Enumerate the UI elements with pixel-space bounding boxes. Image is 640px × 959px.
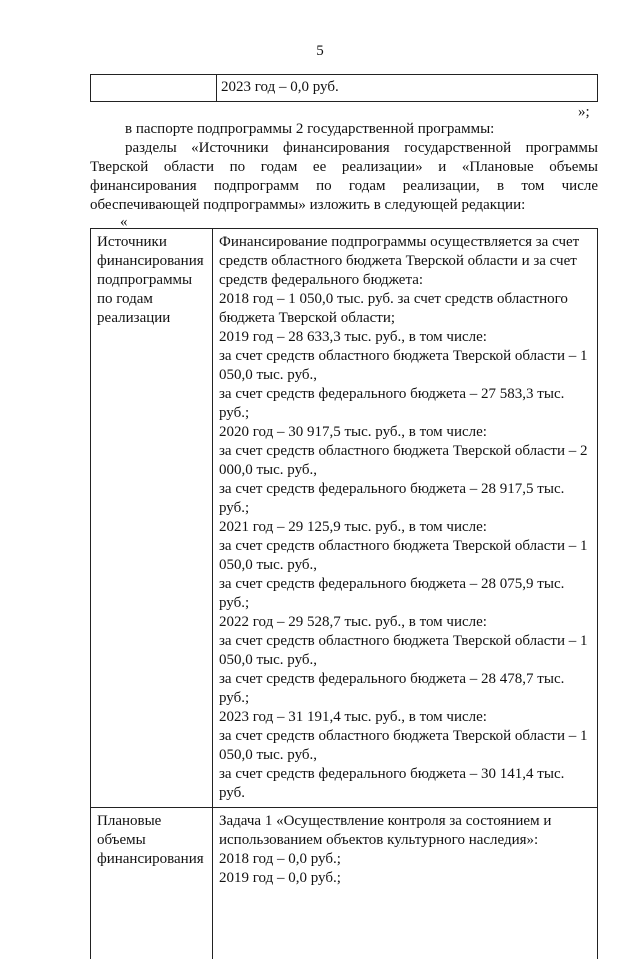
row-label-sources: Источники финансирования подпрограммы по годам реализации	[91, 229, 213, 807]
funding-line: 2021 год – 29 125,9 тыс. руб., в том числе:	[219, 519, 487, 535]
task-line: 2018 год – 0,0 руб.;	[219, 851, 341, 867]
funding-line: 2018 год – 1 050,0 тыс. руб. за счет средств областного бюджета Тверской области;	[219, 291, 568, 326]
funding-line: 2020 год – 30 917,5 тыс. руб., в том числе:	[219, 424, 487, 440]
continued-table-empty-cell	[91, 75, 217, 101]
funding-line: за счет средств федерального бюджета – 27 583,3 тыс. руб.;	[219, 386, 565, 421]
row-content-planned	[213, 808, 597, 959]
funding-line: 2022 год – 29 528,7 тыс. руб., в том числе:	[219, 614, 487, 630]
funding-line: за счет средств федерального бюджета – 28 478,7 тыс. руб.;	[219, 671, 565, 706]
funding-line: 2019 год – 28 633,3 тыс. руб., в том числе:	[219, 329, 487, 345]
funding-line: 2023 год – 31 191,4 тыс. руб., в том числе:	[219, 709, 487, 725]
funding-line: за счет средств областного бюджета Тверской области – 1 050,0 тыс. руб.,	[219, 348, 588, 383]
funding-line: за счет средств федерального бюджета – 28 917,5 тыс. руб.;	[219, 481, 565, 516]
opening-quote: «	[120, 214, 128, 230]
page-number: 5	[316, 43, 324, 59]
funding-table	[90, 228, 598, 959]
funding-line: за счет средств федерального бюджета – 30 141,4 тыс. руб.	[219, 766, 565, 801]
funding-line: за счет средств областного бюджета Тверской области – 1 050,0 тыс. руб.,	[219, 538, 588, 573]
funding-line: Финансирование подпрограммы осуществляется за счет средств областного бюджета Тверской области и за счет средств федерального бюджета:	[219, 234, 580, 288]
funding-line: за счет средств федерального бюджета – 28 075,9 тыс. руб.;	[219, 576, 565, 611]
continued-table	[90, 74, 598, 102]
funding-line: за счет средств областного бюджета Тверской области – 2 000,0 тыс. руб.,	[219, 443, 588, 478]
closing-quote: »;	[578, 104, 590, 120]
task-line: 2019 год – 0,0 руб.;	[219, 870, 341, 886]
funding-line: за счет средств областного бюджета Тверской области – 1 050,0 тыс. руб.,	[219, 728, 588, 763]
task-line: Задача 1 «Осуществление контроля за состоянием и использованием объектов культурного наследия»:	[219, 813, 552, 848]
intro-paragraph-2: разделы «Источники финансирования государственной программы Тверской области по годам ее реализации» и «Плановые объемы финансирования подпрограмм по годам реализации, в том числе обеспечивающей подпрограммы» изложить в следующей редакции:	[90, 140, 598, 213]
table-row-planned	[91, 808, 597, 959]
continued-table-cell: 2023 год – 0,0 руб.	[221, 79, 339, 95]
table-row-sources	[91, 229, 597, 808]
row-label-planned: Плановые объемы финансирования	[91, 808, 213, 959]
intro-paragraph-1: в паспорте подпрограммы 2 государственной программы:	[125, 121, 495, 137]
funding-line: за счет средств областного бюджета Тверской области – 1 050,0 тыс. руб.,	[219, 633, 588, 668]
row-content-sources	[213, 229, 597, 807]
